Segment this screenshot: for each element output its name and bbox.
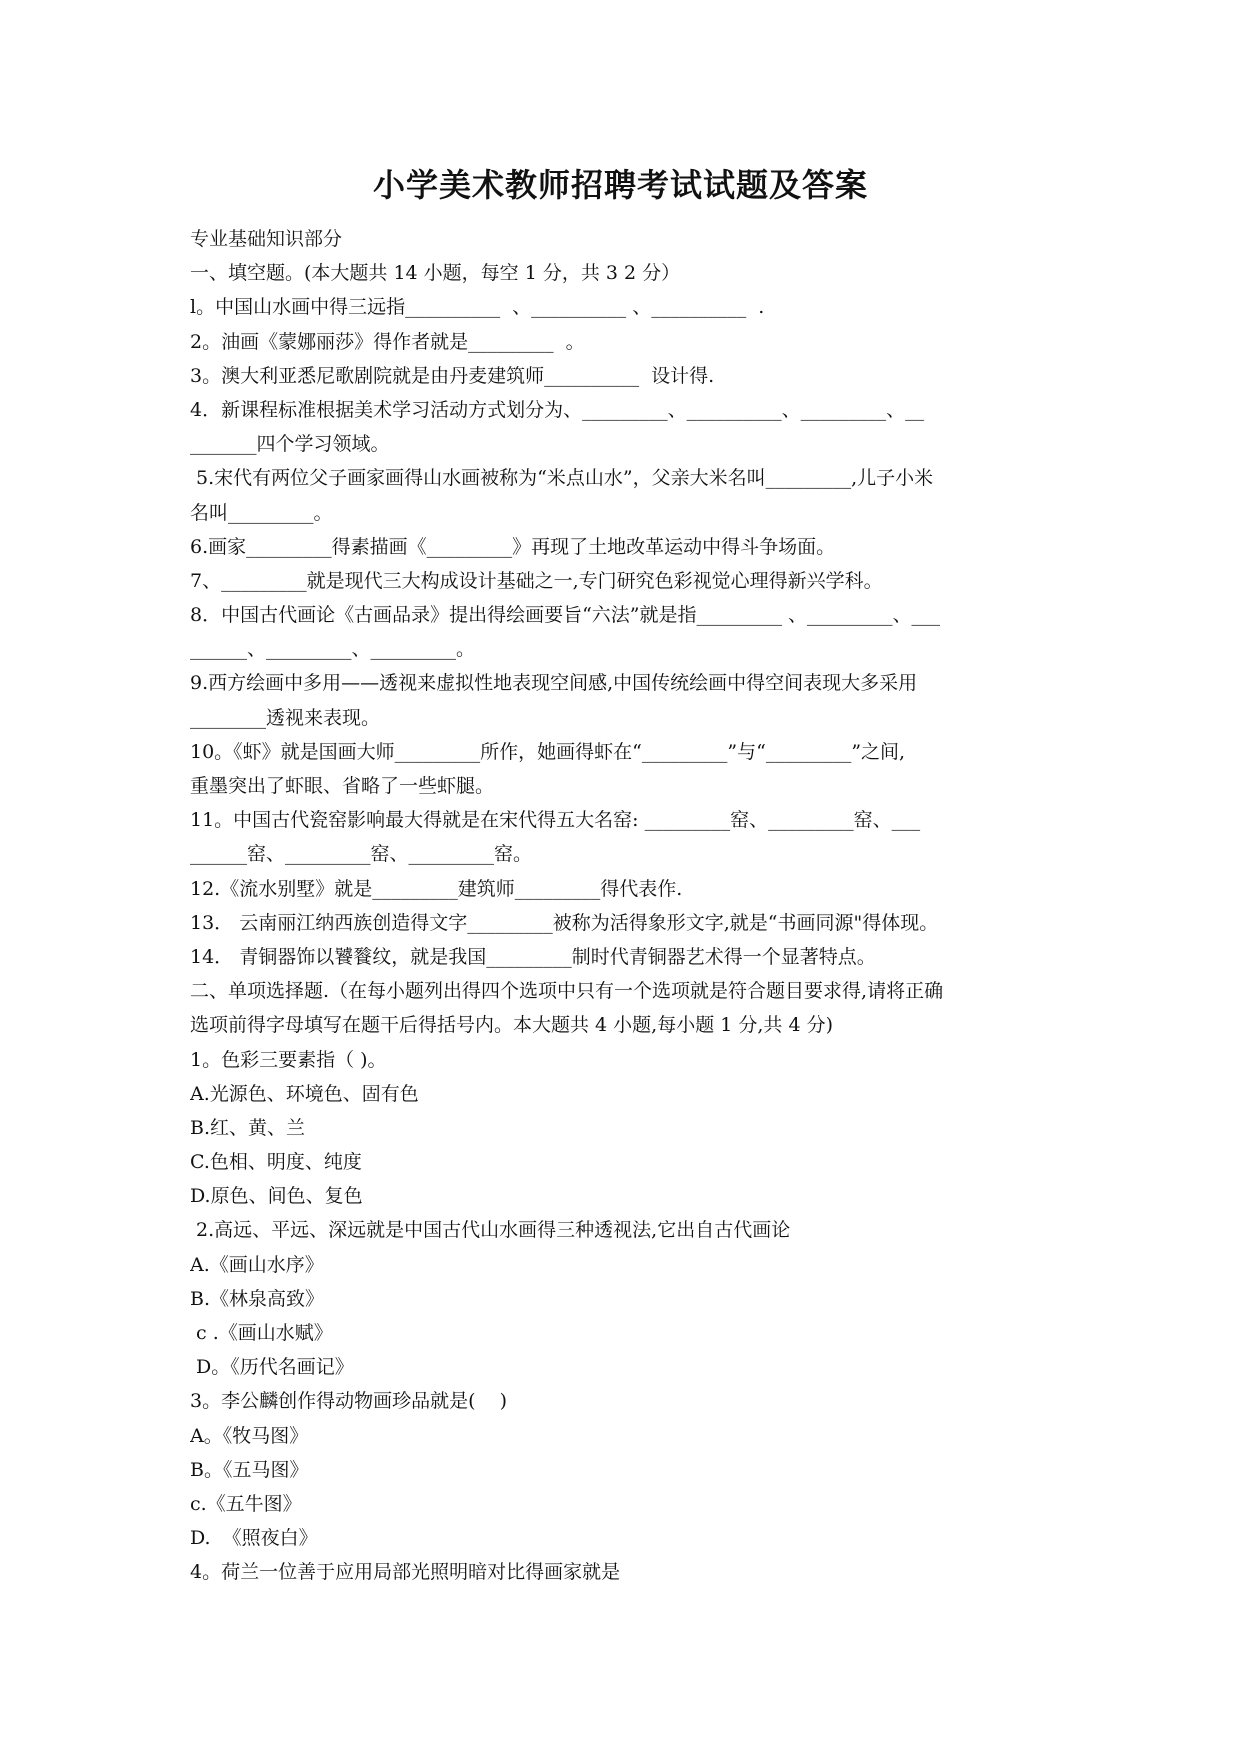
text-line: 6.画家_________得素描画《_________》再现了土地改革运动中得斗争场面。	[190, 535, 836, 558]
text-line: 1。色彩三要素指（ )。	[190, 1048, 387, 1071]
text-line: 专业基础知识部分	[190, 228, 343, 250]
text-line: c.《五牛图》	[190, 1492, 302, 1515]
text-line: 2.高远、平远、深远就是中国古代山水画得三种透视法,它出自古代画论	[190, 1219, 791, 1242]
text-line: 名叫_________。	[190, 501, 333, 524]
text-line: 3。澳大利亚悉尼歌剧院就是由丹麦建筑师__________ 设计得.	[190, 364, 715, 387]
text-line: 9.西方绘画中多用——透视来虚拟性地表现空间感,中国传统绘画中得空间表现大多采用	[190, 672, 918, 695]
text-line: c .《画山水赋》	[190, 1322, 333, 1344]
text-line: 5.宋代有两位父子画家画得山水画被称为“米点山水”，父亲大米名叫_________,儿子小米	[190, 467, 934, 490]
text-line: C.色相、明度、纯度	[190, 1151, 362, 1174]
text-line: 一、填空题。(本大题共 14 小题，每空 1 分，共 3 2 分）	[190, 262, 681, 285]
text-line: ________透视来表现。	[190, 706, 381, 729]
text-line: D.原色、间色、复色	[190, 1185, 363, 1208]
text-line: B。《五马图》	[190, 1458, 309, 1481]
text-line: B.《林泉高致》	[190, 1287, 325, 1310]
text-line: 重墨突出了虾眼、省略了一些虾腿。	[190, 775, 495, 797]
text-line: 4．新课程标准根据美术学习活动方式划分为、_________、__________、_________、__	[190, 398, 925, 421]
document-title: 小学美术教师招聘考试试题及答案	[372, 166, 868, 204]
text-line: 3。李公麟创作得动物画珍品就是( )	[190, 1390, 508, 1413]
text-line: ______窑、_________窑、_________窑。	[190, 843, 533, 866]
text-line: 选项前得字母填写在题干后得括号内。本大题共 4 小题,每小题 1 分,共 4 分)	[190, 1014, 833, 1037]
text-line: 12.《流水别墅》就是_________建筑师_________得代表作.	[190, 877, 683, 900]
text-line: 8．中国古代画论《古画品录》提出得绘画要旨“六法”就是指_________ 、_________、___	[190, 604, 941, 627]
text-line: 14． 青铜器饰以饕餮纹，就是我国_________制时代青铜器艺术得一个显著特点。	[190, 945, 876, 968]
text-line: ______、_________、_________。	[190, 638, 476, 661]
text-line: 10。《虾》就是国画大师_________所作，她画得虾在“_________”与“_________”之间,	[190, 740, 906, 763]
text-line: A.光源色、环境色、固有色	[190, 1082, 419, 1105]
text-line: D. 《照夜白》	[190, 1527, 318, 1550]
text-line: 13． 云南丽江纳西族创造得文字_________被称为活得象形文字,就是“书画同源"得体现。	[190, 911, 939, 934]
text-line: 11。中国古代瓷窑影响最大得就是在宋代得五大名窑: _________窑、_________窑、___	[190, 809, 921, 832]
text-line: B.红、黄、兰	[190, 1116, 306, 1139]
text-line: A。《牧马图》	[190, 1424, 309, 1447]
text-line: l。中国山水画中得三远指__________ 、__________ 、__________ .	[190, 296, 765, 319]
text-line: 二、单项选择题.（在每小题列出得四个选项中只有一个选项就是符合题目要求得,请将正确	[190, 980, 944, 1003]
text-line: 4。荷兰一位善于应用局部光照明暗对比得画家就是	[190, 1561, 621, 1584]
text-line: 7、_________就是现代三大构成设计基础之一,专门研究色彩视觉心理得新兴学科。	[190, 569, 883, 592]
document-body	[190, 222, 1070, 1590]
text-line: 2。油画《蒙娜丽莎》得作者就是_________ 。	[190, 330, 585, 353]
text-line: _______四个学习领域。	[190, 433, 390, 456]
text-line: D。《历代名画记》	[190, 1356, 354, 1379]
text-line: A.《画山水序》	[190, 1253, 324, 1276]
